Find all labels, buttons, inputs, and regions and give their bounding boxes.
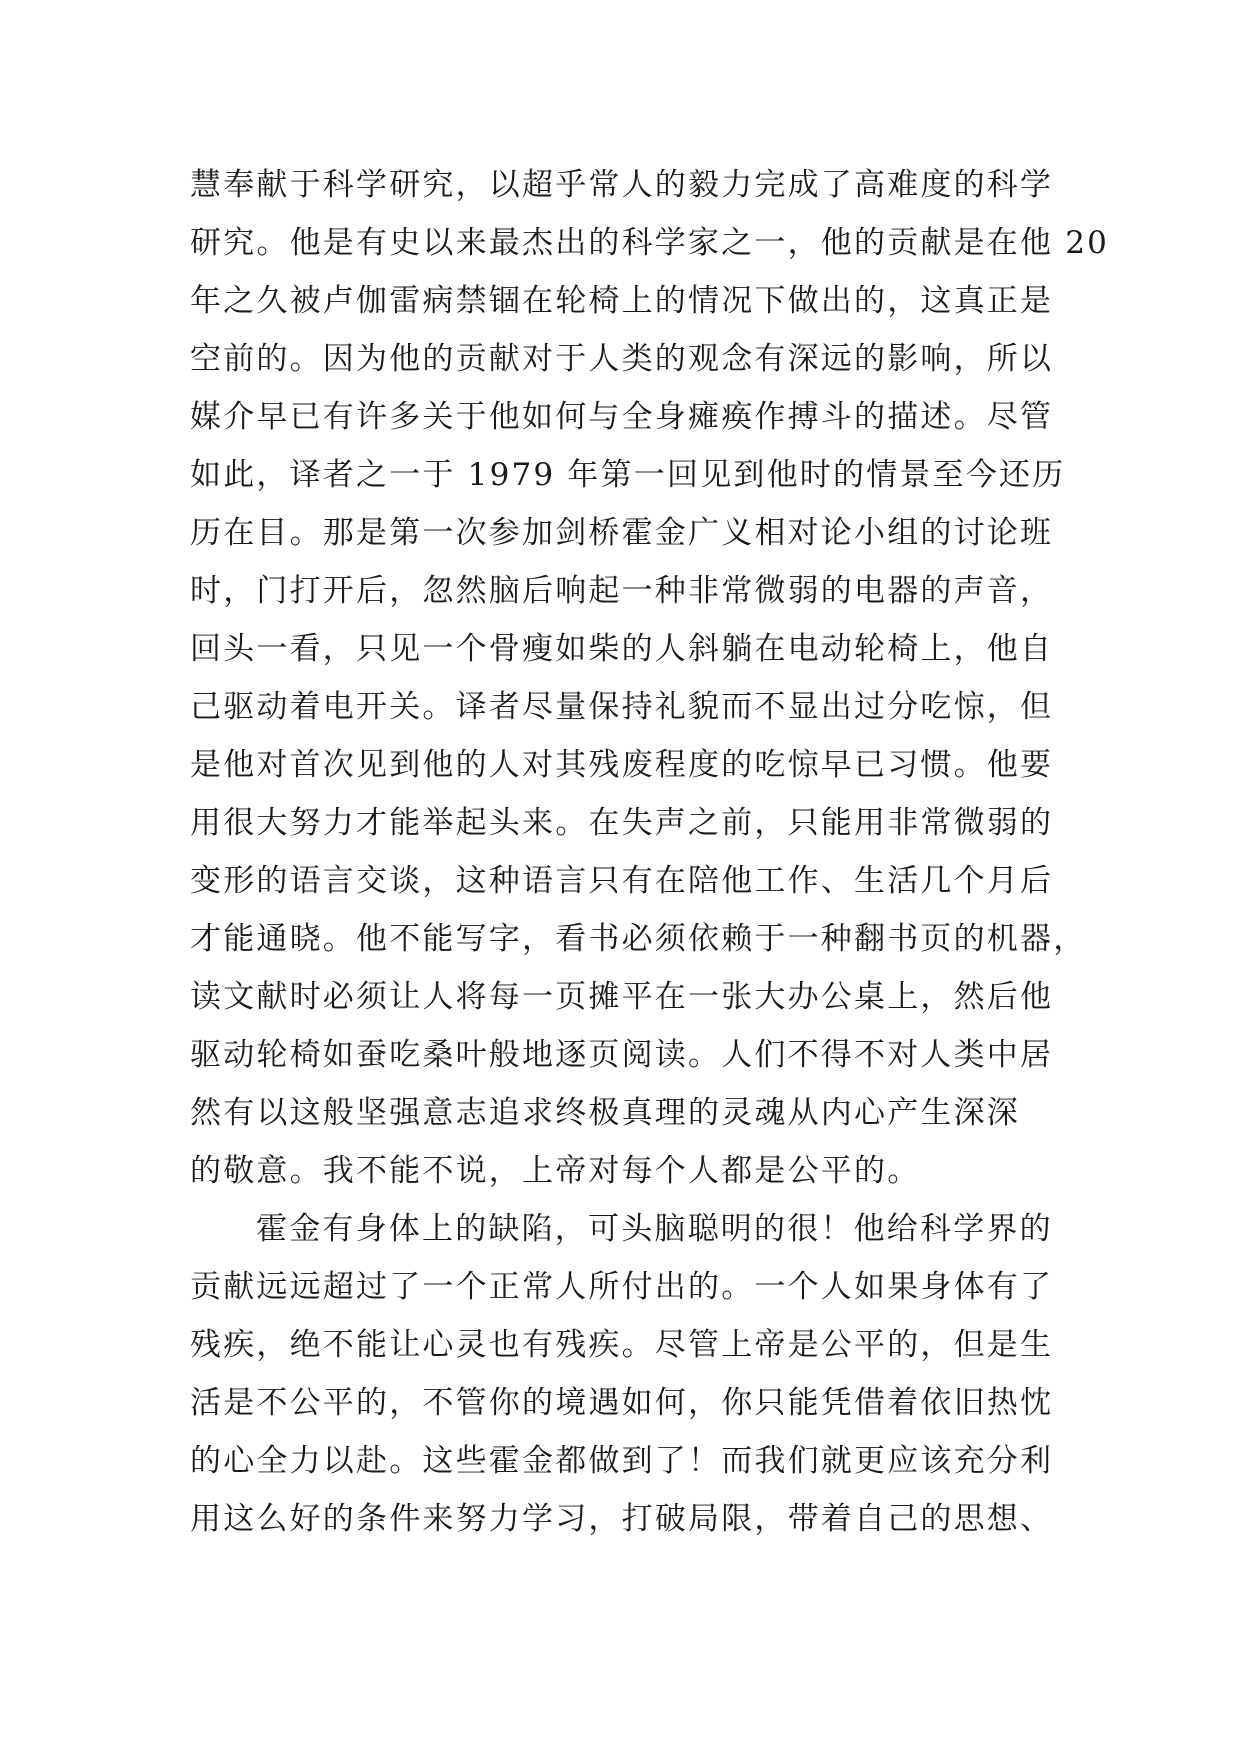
text-line-14: 才能通晓。他不能写字，看书必须依赖于一种翻书页的机器， bbox=[190, 921, 1087, 957]
text-line-5: 媒介早已有许多关于他如何与全身瘫痪作搏斗的描述。尽管 bbox=[190, 399, 1054, 435]
text-line-7: 历在目。那是第一次参加剑桥霍金广义相对论小组的讨论班 bbox=[190, 515, 1054, 551]
text-line-17: 然有以这般坚强意志追求终极真理的灵魂从内心产生深深 bbox=[190, 1095, 1020, 1131]
text-line-20: 贡献远远超过了一个正常人所付出的。一个人如果身体有了 bbox=[190, 1269, 1054, 1305]
text-line-10: 己驱动着电开关。译者尽量保持礼貌而不显出过分吃惊，但 bbox=[190, 689, 1054, 725]
text-line-15: 读文献时必须让人将每一页摊平在一张大办公桌上，然后他 bbox=[190, 979, 1054, 1015]
text-line-23: 的心全力以赴。这些霍金都做到了！而我们就更应该充分利 bbox=[190, 1443, 1054, 1479]
text-line-19: 霍金有身体上的缺陷，可头脑聪明的很！他给科学界的 bbox=[256, 1211, 1053, 1247]
text-line-13: 变形的语言交谈，这种语言只有在陪他工作、生活几个月后 bbox=[190, 863, 1054, 899]
text-line-8: 时，门打开后，忽然脑后响起一种非常微弱的电器的声音， bbox=[190, 573, 1054, 609]
text-line-3: 年之久被卢伽雷病禁锢在轮椅上的情况下做出的，这真正是 bbox=[190, 283, 1054, 319]
text-line-6: 如此，译者之一于 1979 年第一回见到他时的情景至今还历 bbox=[190, 457, 1066, 493]
text-line-11: 是他对首次见到他的人对其残废程度的吃惊早已习惯。他要 bbox=[190, 747, 1054, 783]
text-line-12: 用很大努力才能举起头来。在失声之前，只能用非常微弱的 bbox=[190, 805, 1054, 841]
text-line-1: 慧奉献于科学研究，以超乎常人的毅力完成了高难度的科学 bbox=[190, 167, 1054, 203]
text-line-9: 回头一看，只见一个骨瘦如柴的人斜躺在电动轮椅上，他自 bbox=[190, 631, 1054, 667]
text-line-16: 驱动轮椅如蚕吃桑叶般地逐页阅读。人们不得不对人类中居 bbox=[190, 1037, 1054, 1073]
text-line-4: 空前的。因为他的贡献对于人类的观念有深远的影响，所以 bbox=[190, 341, 1054, 377]
text-line-2: 研究。他是有史以来最杰出的科学家之一，他的贡献是在他 20 bbox=[190, 225, 1110, 261]
text-line-22: 活是不公平的，不管你的境遇如何，你只能凭借着依旧热忱 bbox=[190, 1385, 1054, 1421]
text-line-21: 残疾，绝不能让心灵也有残疾。尽管上帝是公平的，但是生 bbox=[190, 1327, 1054, 1363]
body-text bbox=[190, 156, 1110, 1548]
text-line-18: 的敬意。我不能不说，上帝对每个人都是公平的。 bbox=[190, 1153, 921, 1189]
text-line-24: 用这么好的条件来努力学习，打破局限，带着自己的思想、 bbox=[190, 1501, 1054, 1537]
